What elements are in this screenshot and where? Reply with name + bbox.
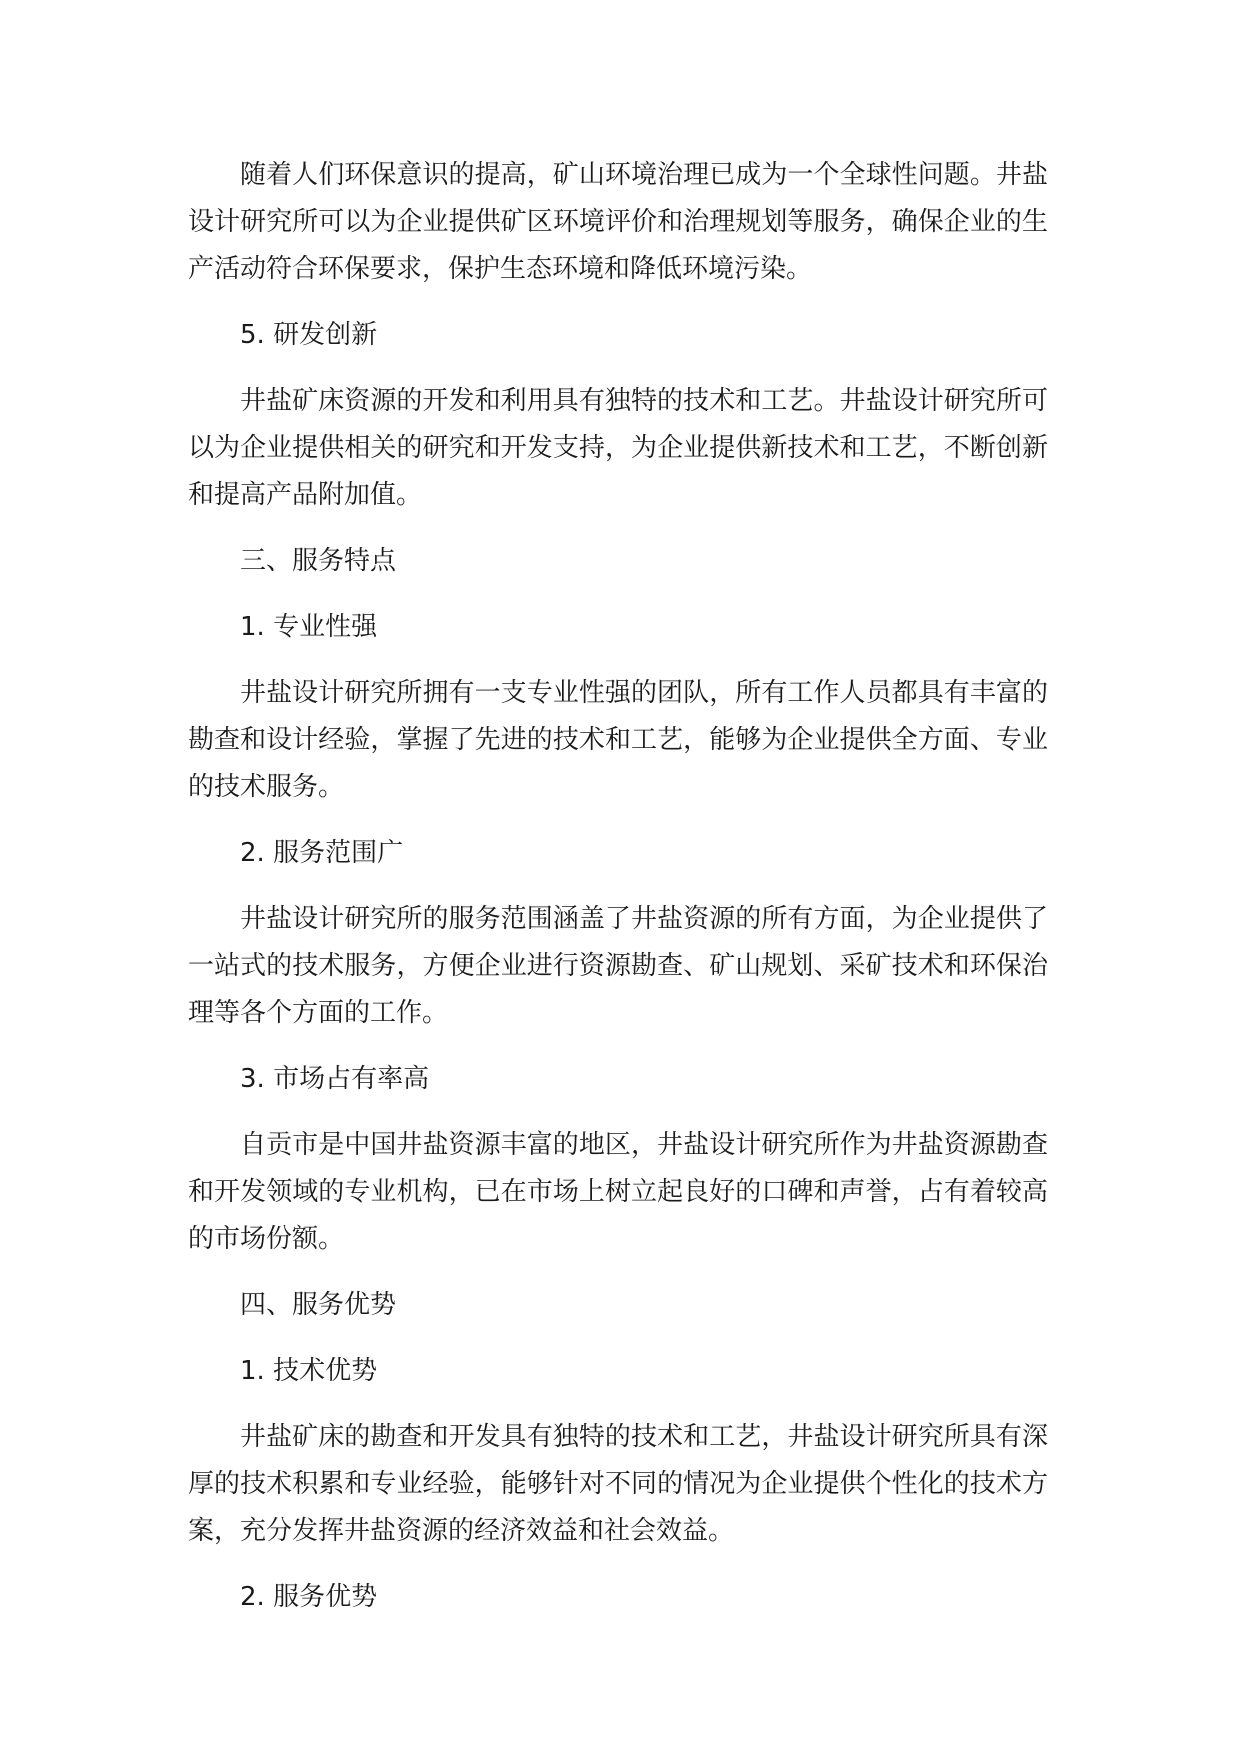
paragraph-environmental-governance: 随着人们环保意识的提高，矿山环境治理已成为一个全球性问题。井盐设计研究所可以为企业提供矿区环境评价和治理规划等服务，确保企业的生产活动符合环保要求，保护生态环境和降低环境污染。 [188, 160, 1048, 284]
section-heading-service-advantages: 四、服务优势 [240, 1290, 397, 1320]
heading-professional: 1. 专业性强 [240, 612, 378, 642]
heading-technical-advantage: 1. 技术优势 [240, 1356, 378, 1386]
section-heading-service-features: 三、服务特点 [240, 546, 397, 576]
paragraph-professional: 井盐设计研究所拥有一支专业性强的团队，所有工作人员都具有丰富的勘查和设计经验，掌握了先进的技术和工艺，能够为企业提供全方面、专业的技术服务。 [188, 678, 1048, 802]
paragraph-market-share: 自贡市是中国井盐资源丰富的地区，井盐设计研究所作为井盐资源勘查和开发领域的专业机构，已在市场上树立起良好的口碑和声誉，占有着较高的市场份额。 [188, 1130, 1048, 1254]
heading-rd-innovation: 5. 研发创新 [240, 320, 378, 350]
document-body [188, 152, 1048, 1640]
heading-service-advantage: 2. 服务优势 [240, 1582, 378, 1612]
heading-service-scope: 2. 服务范围广 [240, 838, 404, 868]
heading-market-share: 3. 市场占有率高 [240, 1064, 430, 1094]
paragraph-technical-advantage: 井盐矿床的勘查和开发具有独特的技术和工艺，井盐设计研究所具有深厚的技术积累和专业经验，能够针对不同的情况为企业提供个性化的技术方案，充分发挥井盐资源的经济效益和社会效益。 [188, 1422, 1048, 1546]
paragraph-service-scope: 井盐设计研究所的服务范围涵盖了井盐资源的所有方面，为企业提供了一站式的技术服务，方便企业进行资源勘查、矿山规划、采矿技术和环保治理等各个方面的工作。 [188, 904, 1048, 1028]
paragraph-rd-innovation: 井盐矿床资源的开发和利用具有独特的技术和工艺。井盐设计研究所可以为企业提供相关的研究和开发支持，为企业提供新技术和工艺，不断创新和提高产品附加值。 [188, 386, 1048, 510]
